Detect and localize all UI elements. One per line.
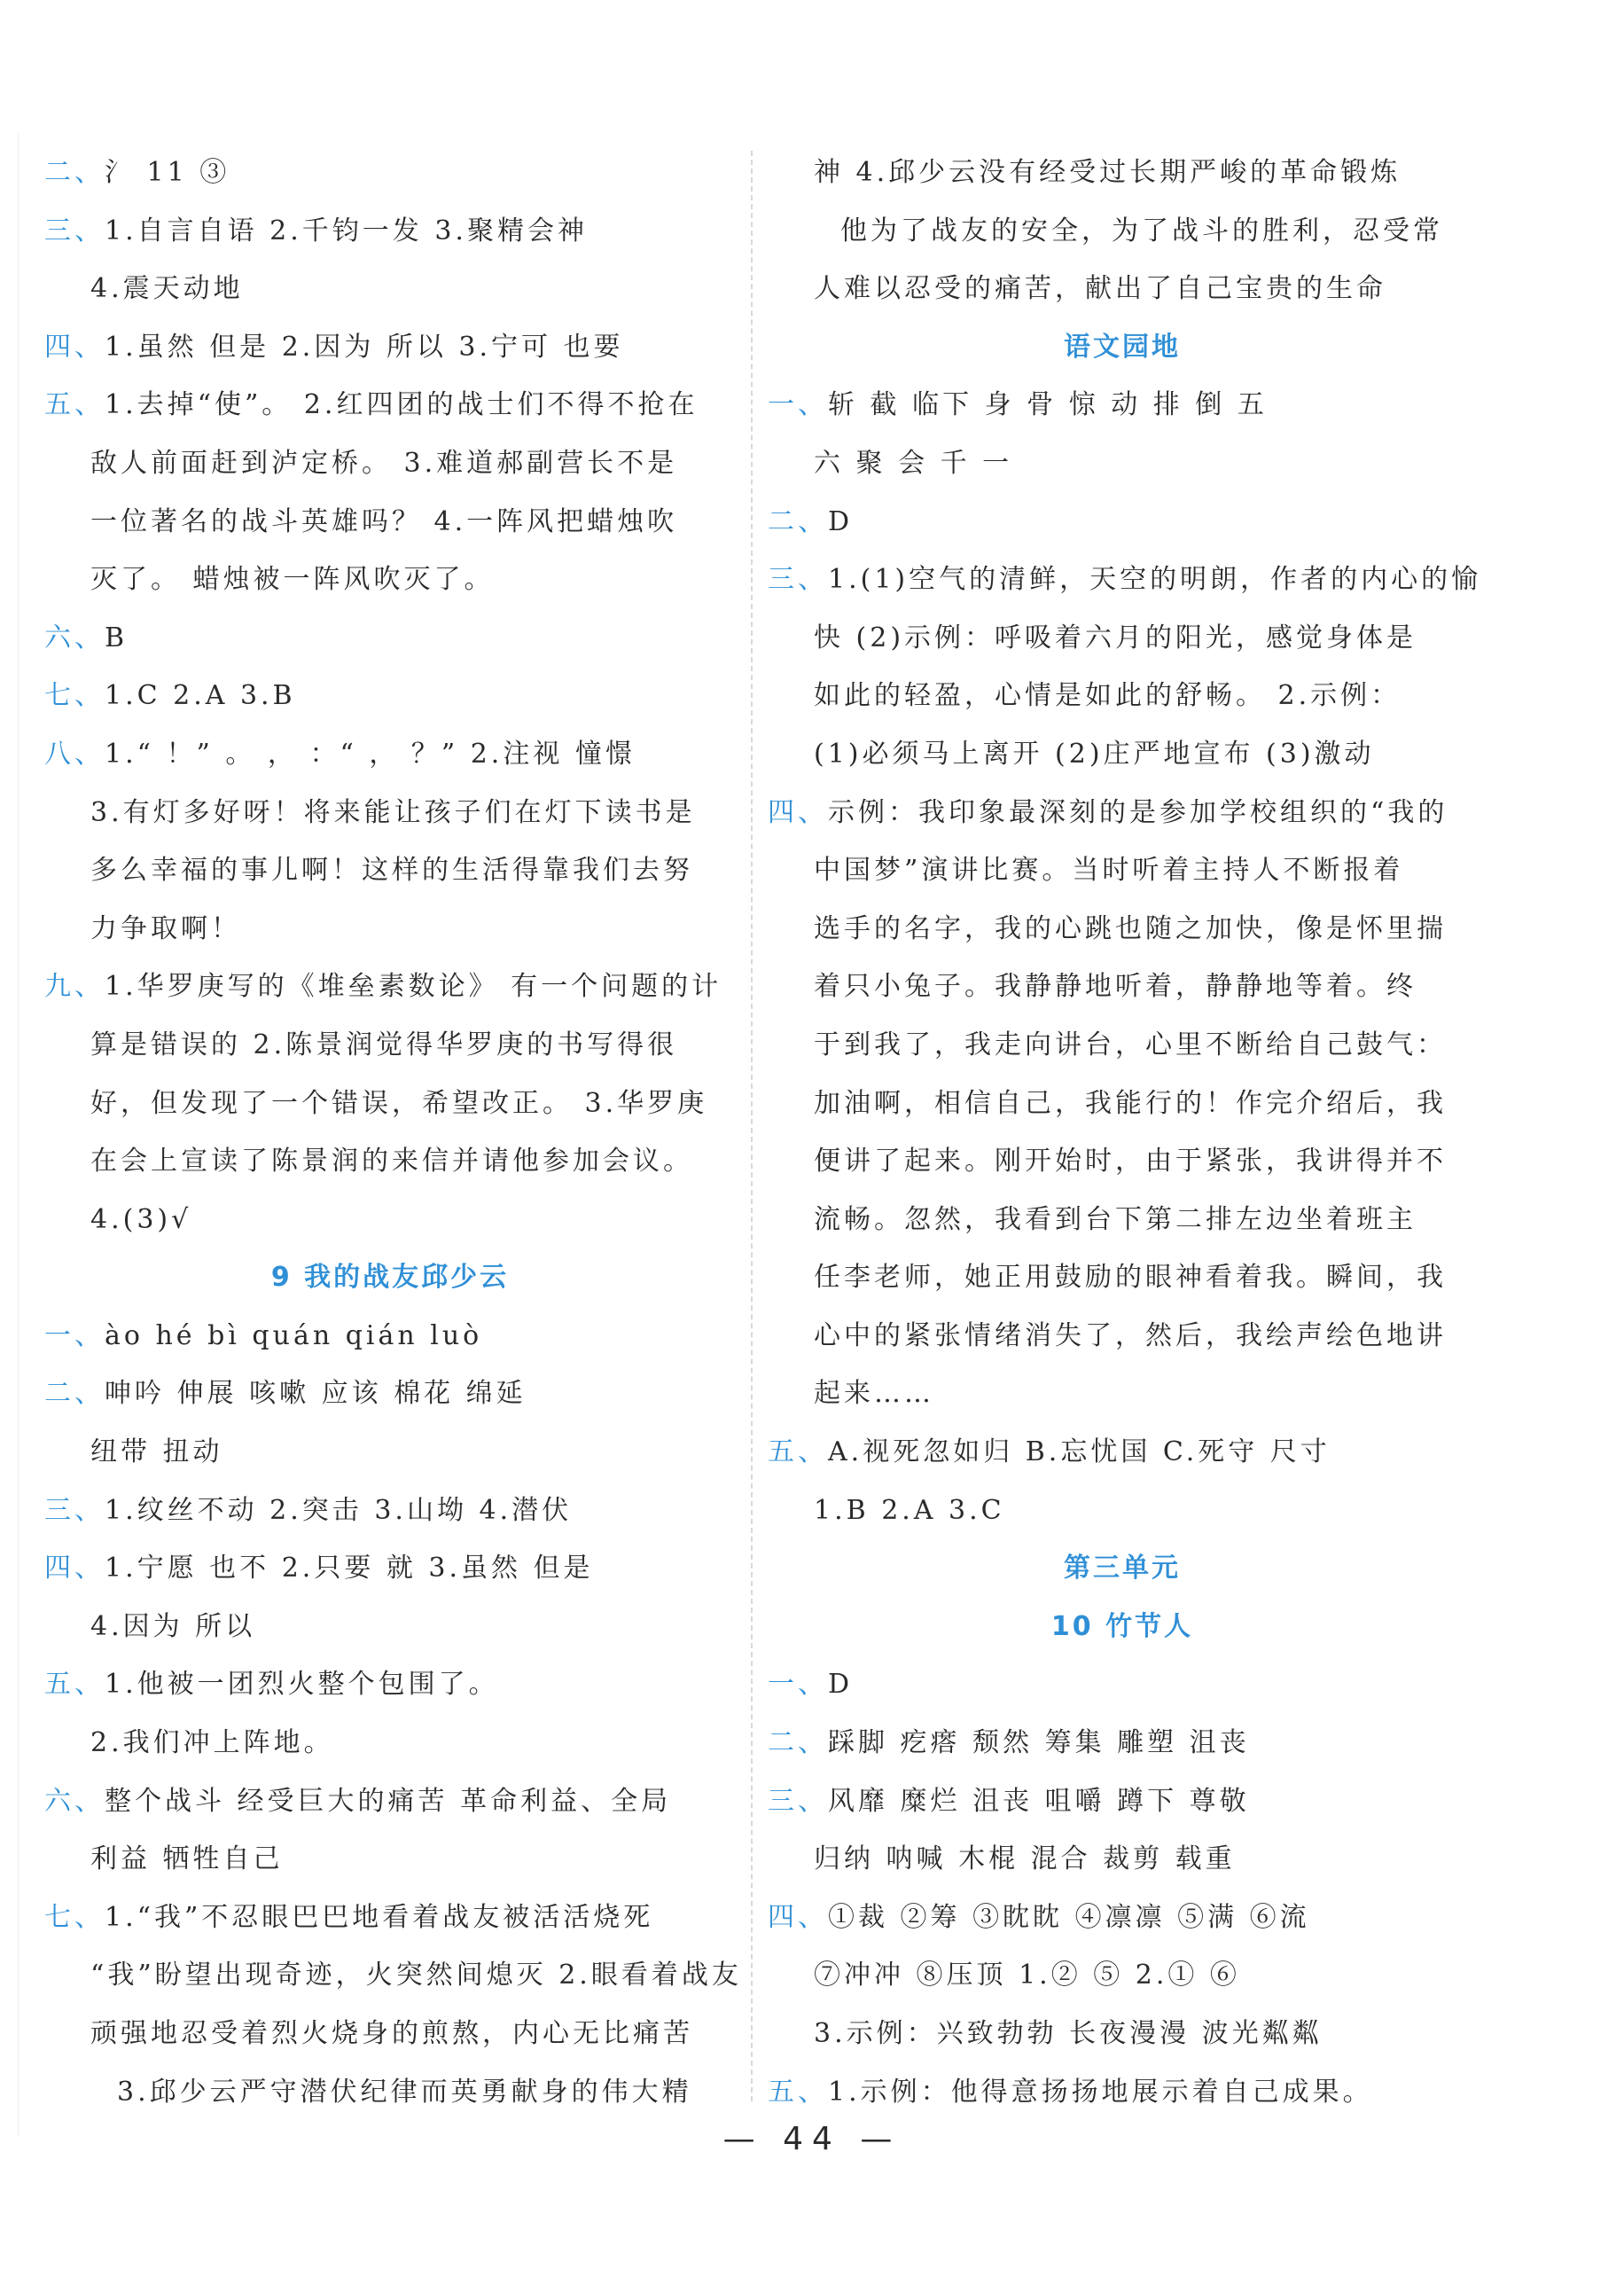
answer-line [44, 1714, 736, 1772]
answer-line [44, 318, 736, 377]
answer-text: 第三单元 [1064, 1553, 1181, 1584]
question-number: 三、 [768, 564, 828, 596]
question-number: 四、 [768, 796, 828, 828]
answer-line [44, 551, 736, 609]
question-number: 八、 [44, 738, 105, 770]
question-number: 四、 [768, 1901, 828, 1933]
answer-line [44, 1830, 736, 1889]
answer-text: 顽强地忍受着烈火烧身的煎熬，内心无比痛苦 [90, 2018, 693, 2049]
answer-text: 在会上宣读了陈景润的来信并请他参加会议。 [90, 1146, 693, 1178]
question-number: 五、 [768, 1436, 828, 1468]
question-number: 三、 [44, 1494, 105, 1526]
answer-line [44, 1772, 736, 1831]
answer-text: 1.宁愿 也不 2.只要 就 3.虽然 但是 [105, 1553, 594, 1584]
answer-text: 神 4.邱少云没有经受过长期严峻的革命锻炼 [814, 157, 1401, 188]
answer-line [44, 144, 736, 202]
answer-text: 4.震天动地 [90, 273, 244, 305]
answer-text: 便讲了起来。刚开始时，由于紧张，我讲得并不 [814, 1146, 1447, 1178]
answer-text: 氵 11 ③ [105, 157, 230, 188]
answer-line [44, 1946, 742, 2005]
answer-text: 他为了战友的安全，为了战斗的胜利，忍受常 [840, 215, 1443, 246]
answer-text: 选手的名字，我的心跳也随之加快，像是怀里揣 [814, 912, 1447, 944]
question-number: 七、 [44, 1901, 105, 1933]
answer-text: 1.纹丝不动 2.突击 3.山坳 4.潜伏 [105, 1494, 573, 1526]
answer-line [44, 493, 736, 552]
section-title [768, 1598, 1477, 1656]
answer-text: 灭了。 蜡烛被一阵风吹灭了。 [90, 564, 495, 596]
answer-line [44, 609, 736, 668]
answer-line [768, 1482, 1477, 1540]
answer-text: 归纳 呐喊 木棍 混合 裁剪 载重 [814, 1843, 1236, 1875]
question-number: 五、 [44, 1669, 105, 1701]
question-number: 六、 [44, 1785, 105, 1817]
answer-line [44, 900, 736, 958]
answer-line [768, 1016, 1477, 1075]
answer-line [44, 1889, 736, 1947]
answer-line [44, 1482, 736, 1540]
answer-line [768, 2063, 1477, 2122]
answer-line [44, 2063, 736, 2122]
answer-text: 2.我们冲上阵地。 [90, 1727, 334, 1759]
answer-text: 1.去掉“使”。 2.红四团的战士们不得不抢在 [105, 389, 699, 421]
answer-line [44, 202, 736, 261]
section-title [768, 318, 1477, 377]
question-number: 一、 [768, 1669, 828, 1701]
question-number: 七、 [44, 680, 105, 712]
answer-text: 3.示例：兴致勃勃 长夜漫漫 波光粼粼 [814, 2018, 1323, 2049]
answer-text: 1.(1)空气的清鲜，天空的明朗，作者的内心的愉 [828, 564, 1482, 596]
answer-text: 加油啊，相信自己，我能行的！作完介绍后，我 [814, 1087, 1447, 1119]
answer-text: 快 (2)示例：呼吸着六月的阳光，感觉身体是 [814, 622, 1417, 653]
answer-text: 1.自言自语 2.千钧一发 3.聚精会神 [105, 215, 588, 246]
question-number: 二、 [768, 505, 828, 537]
answer-line [768, 434, 1477, 493]
answer-line [768, 841, 1477, 900]
answer-text: 多么幸福的事儿啊！这样的生活得靠我们去努 [90, 855, 693, 887]
answer-line [768, 1075, 1477, 1133]
answer-text: 10 竹节人 [1050, 1610, 1194, 1642]
answer-line [768, 1655, 1477, 1714]
answer-line [768, 609, 1477, 668]
answer-text: 六 聚 会 千 一 [814, 447, 1013, 479]
answer-line [768, 376, 1477, 434]
question-number: 二、 [44, 1378, 105, 1410]
answer-text: 呻吟 伸展 咳嗽 应该 棉花 绵延 [105, 1378, 527, 1410]
answer-text: 好，但发现了一个错误，希望改正。 3.华罗庚 [90, 1087, 708, 1119]
answer-text: 流畅。忽然，我看到台下第二排左边坐着班主 [814, 1203, 1417, 1235]
answer-text: 纽带 扭动 [90, 1436, 223, 1468]
answer-text: ①裁 ②筹 ③眈眈 ④凛凛 ⑤满 ⑥流 [828, 1901, 1310, 1933]
answer-line [44, 725, 736, 784]
answer-text: 3.邱少云严守潜伏纪律而英勇献身的伟大精 [117, 2076, 692, 2108]
answer-line [44, 667, 736, 725]
answer-line [768, 1365, 1477, 1423]
question-number: 四、 [44, 1553, 105, 1584]
question-number: 二、 [44, 157, 105, 188]
answer-text: 如此的轻盈，心情是如此的舒畅。 2.示例： [814, 680, 1401, 712]
answer-line [44, 376, 736, 434]
answer-line [44, 1365, 736, 1423]
answer-text: 语文园地 [1064, 331, 1181, 363]
answer-line [44, 1655, 736, 1714]
answer-text: (1)必须马上离开 (2)庄严地宣布 (3)激动 [814, 738, 1375, 770]
answer-text: 中国梦”演讲比赛。当时听着主持人不断报着 [814, 855, 1404, 887]
section-title [44, 1248, 736, 1307]
answer-text: 敌人前面赶到泸定桥。 3.难道郝副营长不是 [90, 447, 678, 479]
answer-line [768, 1946, 1477, 2005]
answer-line [768, 2005, 1477, 2063]
left-column [44, 144, 742, 2121]
answer-text: 1.虽然 但是 2.因为 所以 3.宁可 也要 [105, 331, 624, 363]
answer-line [44, 1539, 736, 1598]
question-number: 三、 [44, 215, 105, 246]
answer-text: 1.示例：他得意扬扬地展示着自己成果。 [828, 2076, 1373, 2108]
answer-line [44, 1075, 736, 1133]
question-number: 一、 [44, 1319, 105, 1351]
answer-text: “我”盼望出现奇迹，火突然间熄灭 2.眼看着战友 [90, 1960, 742, 1991]
answer-text: ⑦冲冲 ⑧压顶 1.② ⑤ 2.① ⑥ [814, 1960, 1240, 1991]
answer-line [768, 144, 1477, 202]
answer-text: A.视死忽如归 B.忘忧国 C.死守 尺寸 [828, 1436, 1331, 1468]
answer-text: 4.因为 所以 [90, 1610, 256, 1642]
answer-line [768, 1307, 1477, 1365]
answer-text: 起来…… [814, 1378, 934, 1410]
answer-text: 整个战斗 经受巨大的痛苦 革命利益、全局 [105, 1785, 672, 1817]
answer-line [768, 1714, 1477, 1772]
answer-text: 风靡 糜烂 沮丧 咀嚼 蹲下 尊敬 [828, 1785, 1250, 1817]
answer-text: 利益 牺牲自己 [90, 1843, 284, 1875]
question-number: 二、 [768, 1727, 828, 1759]
answer-line [44, 2005, 736, 2063]
answer-line [44, 434, 736, 493]
answer-text: 1.他被一团烈火整个包围了。 [105, 1669, 499, 1701]
answer-text: 1.C 2.A 3.B [105, 680, 296, 712]
answer-text: B [105, 622, 129, 653]
answer-text: 心中的紧张情绪消失了，然后，我绘声绘色地讲 [814, 1319, 1447, 1351]
answer-line [768, 1772, 1477, 1831]
answer-text: D [828, 505, 854, 537]
answer-text: 着只小兔子。我静静地听着，静静地等着。终 [814, 971, 1417, 1003]
right-column [768, 144, 1482, 2121]
answer-text: 斩 截 临下 身 骨 惊 动 排 倒 五 [828, 389, 1268, 421]
column-divider [751, 151, 753, 2101]
answer-text: 力争取啊！ [90, 912, 241, 944]
answer-text: 1.B 2.A 3.C [814, 1494, 1005, 1526]
answer-line [768, 1889, 1477, 1947]
answer-text: 3.有灯多好呀！将来能让孩子们在灯下读书是 [90, 796, 696, 828]
answer-line [768, 1132, 1477, 1191]
answer-text: 于到我了，我走向讲台，心里不断给自己鼓气： [814, 1029, 1447, 1060]
question-number: 五、 [768, 2076, 828, 2108]
question-number: 三、 [768, 1785, 828, 1817]
question-number: 九、 [44, 971, 105, 1003]
answer-line [768, 260, 1477, 318]
answer-text: 算是错误的 2.陈景润觉得华罗庚的书写得很 [90, 1029, 678, 1060]
answer-line [44, 784, 736, 842]
answer-line [44, 1423, 736, 1482]
answer-line [44, 841, 736, 900]
answer-text: 1.“我”不忍眼巴巴地看着战友被活活烧死 [105, 1901, 654, 1933]
answer-line [768, 551, 1482, 609]
answer-line [768, 784, 1477, 842]
page-number: — 44 — [722, 2121, 902, 2157]
answer-text: 9 我的战友邱少云 [270, 1262, 510, 1294]
answer-line [44, 1016, 736, 1075]
page-edge [0, 133, 19, 2137]
answer-text: 踩脚 疙瘩 颓然 筹集 雕塑 沮丧 [828, 1727, 1250, 1759]
answer-line [768, 1191, 1477, 1249]
answer-line [44, 1598, 736, 1656]
answer-line [768, 667, 1477, 725]
answer-line [768, 202, 1477, 261]
answer-line [44, 1132, 736, 1191]
question-number: 六、 [44, 622, 105, 653]
answer-line [768, 493, 1477, 552]
answer-line [768, 900, 1477, 958]
answer-text: ào hé bì quán qián luò [105, 1319, 483, 1351]
answer-line [768, 1830, 1477, 1889]
answer-line [44, 1191, 736, 1249]
answer-text: 4.(3)√ [90, 1203, 192, 1235]
answer-text: 人难以忍受的痛苦，献出了自己宝贵的生命 [814, 273, 1386, 305]
answer-line [768, 1248, 1477, 1307]
answer-text: D [828, 1669, 854, 1701]
answer-line [44, 1307, 736, 1365]
question-number: 五、 [44, 389, 105, 421]
answer-line [768, 1423, 1477, 1482]
answer-text: 任李老师，她正用鼓励的眼神看着我。瞬间，我 [814, 1262, 1447, 1294]
answer-text: 1.“ ！” 。 ， ：“ ， ？” 2.注视 憧憬 [105, 738, 636, 770]
answer-text: 1.华罗庚写的《堆垒素数论》 有一个问题的计 [105, 971, 722, 1003]
answer-line [44, 260, 736, 318]
question-number: 一、 [768, 389, 828, 421]
answer-line [768, 725, 1477, 784]
question-number: 四、 [44, 331, 105, 363]
answer-line [44, 958, 736, 1016]
answer-text: 示例：我印象最深刻的是参加学校组织的“我的 [828, 796, 1448, 828]
answer-text: 一位著名的战斗英雄吗？ 4.一阵风把蜡烛吹 [90, 505, 678, 537]
section-title [768, 1539, 1477, 1598]
answer-line [768, 958, 1477, 1016]
